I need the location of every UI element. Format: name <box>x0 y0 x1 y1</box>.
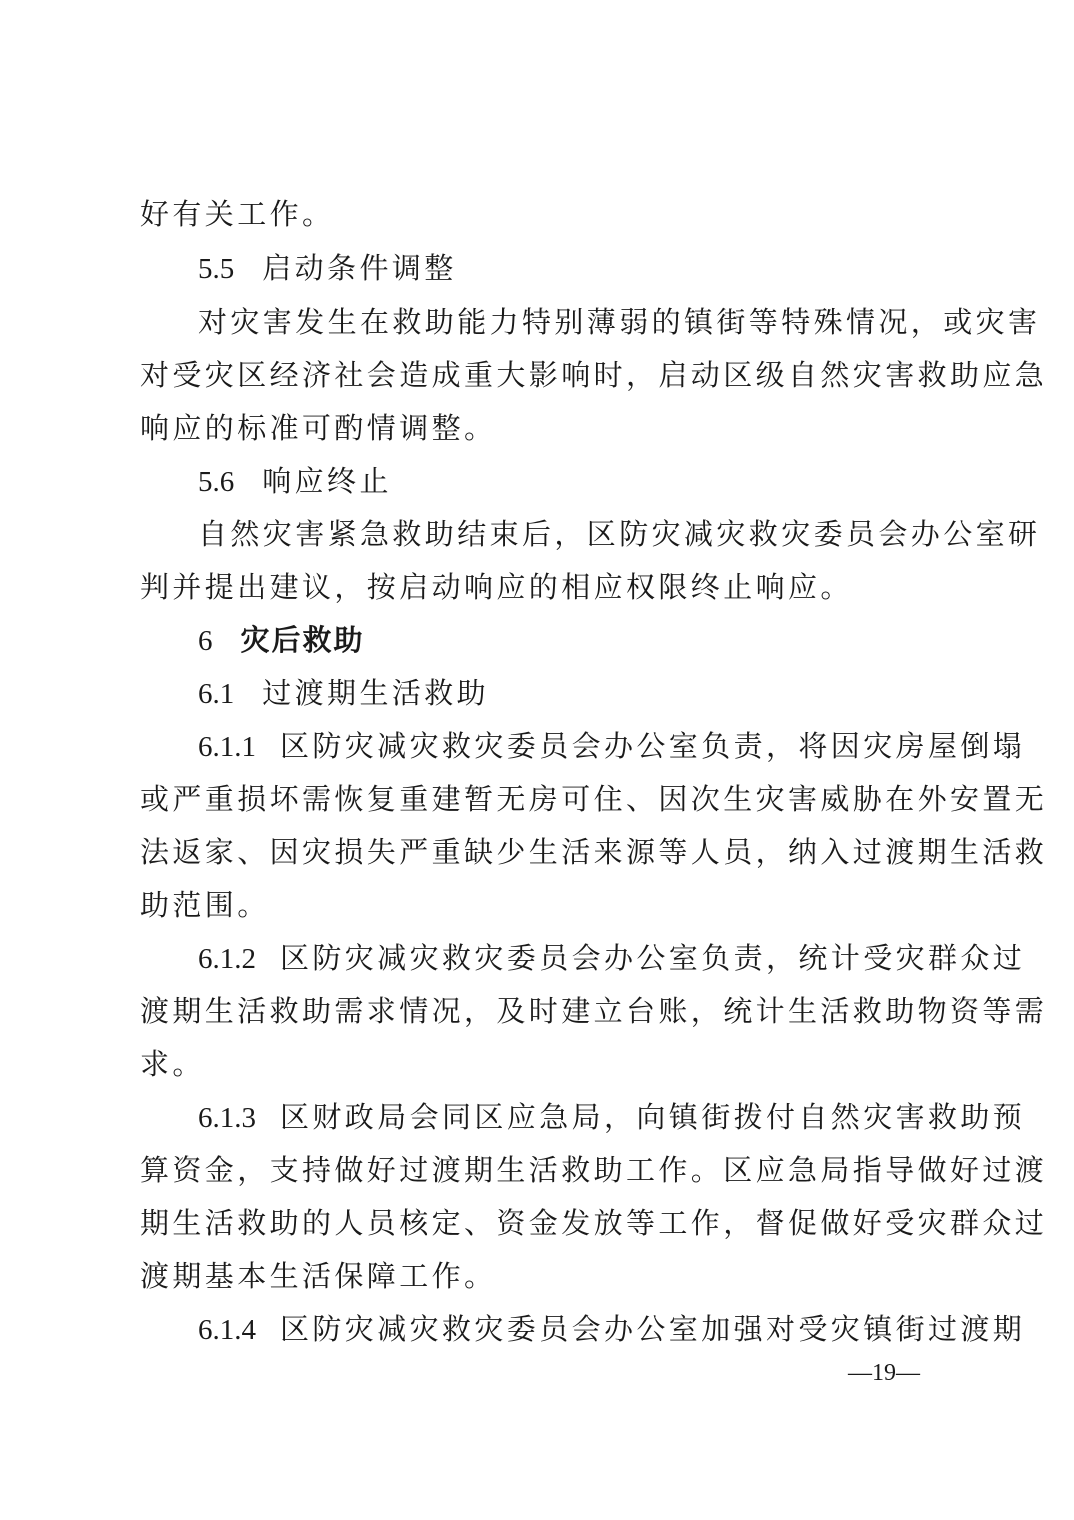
clause-text: 区防灾减灾救灾委员会办公室负责，将因灾房屋倒塌 <box>280 729 1026 763</box>
section-number: 5.5 <box>198 253 235 285</box>
chapter-heading-6 <box>198 620 940 661</box>
paragraph-6-1-4-start <box>198 1309 1026 1350</box>
text-line: 好有关工作。 <box>140 197 335 231</box>
section-number: 6.1 <box>198 678 235 710</box>
clause-text: 区财政局会同区应急局，向镇街拨付自然灾害救助预 <box>280 1100 1026 1134</box>
text-line: 渡期基本生活保障工作。 <box>140 1259 497 1293</box>
paragraph-6-1-3-start <box>198 1097 1026 1138</box>
clause-number: 6.1.2 <box>198 943 256 975</box>
section-heading-5-6 <box>198 461 940 502</box>
chapter-title: 灾后救助 <box>240 623 365 657</box>
section-title: 过渡期生活救助 <box>262 676 490 710</box>
section-heading-5-5 <box>198 248 940 289</box>
text-line: 期生活救助的人员核定、资金发放等工作，督促做好受灾群众过 <box>140 1206 1048 1240</box>
text-line: 自然灾害紧急救助结束后，区防灾减灾救灾委员会办公室研 <box>198 517 1041 551</box>
text-line: 渡期生活救助需求情况，及时建立台账，统计生活救助物资等需 <box>140 994 1048 1028</box>
paragraph-6-1-2-start <box>198 938 1026 979</box>
text-line: 或严重损坏需恢复重建暂无房可住、因次生灾害威胁在外安置无 <box>140 782 1048 816</box>
section-heading-6-1 <box>198 673 940 714</box>
section-number: 5.6 <box>198 466 235 498</box>
section-title: 启动条件调整 <box>262 251 457 285</box>
text-line: 助范围。 <box>140 888 270 922</box>
clause-number: 6.1.4 <box>198 1314 256 1346</box>
section-title: 响应终止 <box>262 464 392 498</box>
page-number: —19— <box>848 1360 920 1386</box>
text-line: 求。 <box>140 1047 205 1081</box>
chapter-number: 6 <box>198 625 213 657</box>
clause-number: 6.1.3 <box>198 1102 256 1134</box>
paragraph-6-1-1-start <box>198 726 1026 767</box>
text-line: 对灾害发生在救助能力特别薄弱的镇街等特殊情况，或灾害 <box>198 305 1041 339</box>
text-line: 对受灾区经济社会造成重大影响时，启动区级自然灾害救助应急 <box>140 358 1048 392</box>
clause-text: 区防灾减灾救灾委员会办公室负责，统计受灾群众过 <box>280 941 1026 975</box>
text-line: 法返家、因灾损失严重缺少生活来源等人员，纳入过渡期生活救 <box>140 835 1048 869</box>
clause-text: 区防灾减灾救灾委员会办公室加强对受灾镇街过渡期 <box>280 1312 1026 1346</box>
clause-number: 6.1.1 <box>198 731 256 763</box>
text-line: 响应的标准可酌情调整。 <box>140 411 497 445</box>
text-line: 算资金，支持做好过渡期生活救助工作。区应急局指导做好过渡 <box>140 1153 1048 1187</box>
text-line: 判并提出建议，按启动响应的相应权限终止响应。 <box>140 570 853 604</box>
